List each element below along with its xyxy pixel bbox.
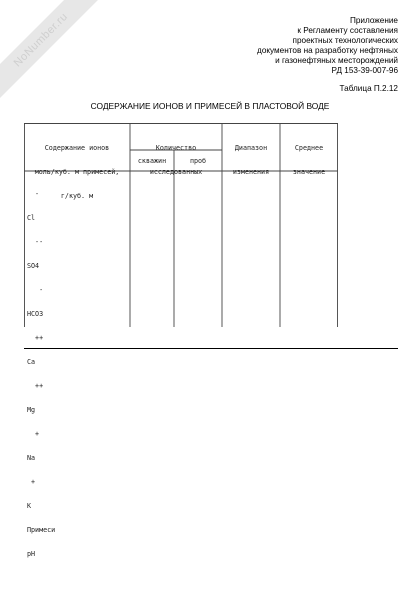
row-label: ++: [27, 382, 44, 390]
row-label: SO4: [27, 262, 40, 270]
row-label: Cl: [27, 214, 36, 222]
row-label: --: [27, 238, 44, 246]
header-samples: проб: [189, 157, 207, 165]
row-labels: [27, 174, 127, 574]
data-table: [24, 123, 338, 558]
row-label: -: [27, 286, 44, 294]
header-count: Количество исследованных: [149, 144, 203, 176]
row-label: HCO3: [27, 310, 44, 318]
appendix-line: Приложение: [349, 16, 398, 25]
row-label: +: [27, 430, 40, 438]
row-label: ++: [27, 334, 44, 342]
appendix-line: РД 153-39-007-96: [331, 66, 398, 75]
header-wells: скважин: [137, 157, 167, 165]
row-label: -: [27, 190, 40, 198]
appendix-line: документов на разработку нефтяных: [257, 46, 398, 55]
appendix-line: проектных технологических: [292, 36, 398, 45]
row-label: pH: [27, 550, 36, 558]
table-title: СОДЕРЖАНИЕ ИОНОВ И ПРИМЕСЕЙ В ПЛАСТОВОЙ ВОДЕ: [90, 101, 330, 111]
table-number: Таблица П.2.12: [339, 84, 398, 93]
appendix-block: [257, 16, 398, 76]
row-label: Примеси: [27, 526, 56, 534]
appendix-line: к Регламенту составления: [297, 26, 398, 35]
header-content: Содержание ионов моль/куб. м примесей, г/куб. м: [34, 144, 120, 200]
appendix-line: и газонефтяных месторождений: [275, 56, 398, 65]
watermark-text: NoNumber.ru: [0, 0, 116, 116]
header-range: Диапазон изменения: [232, 144, 270, 176]
footer-divider: [24, 348, 398, 349]
row-label: Ca: [27, 358, 36, 366]
row-label: K: [27, 502, 32, 510]
row-label: +: [27, 478, 36, 486]
row-label: Na: [27, 454, 36, 462]
row-label: Mg: [27, 406, 36, 414]
header-average: Среднее значение: [292, 144, 326, 176]
